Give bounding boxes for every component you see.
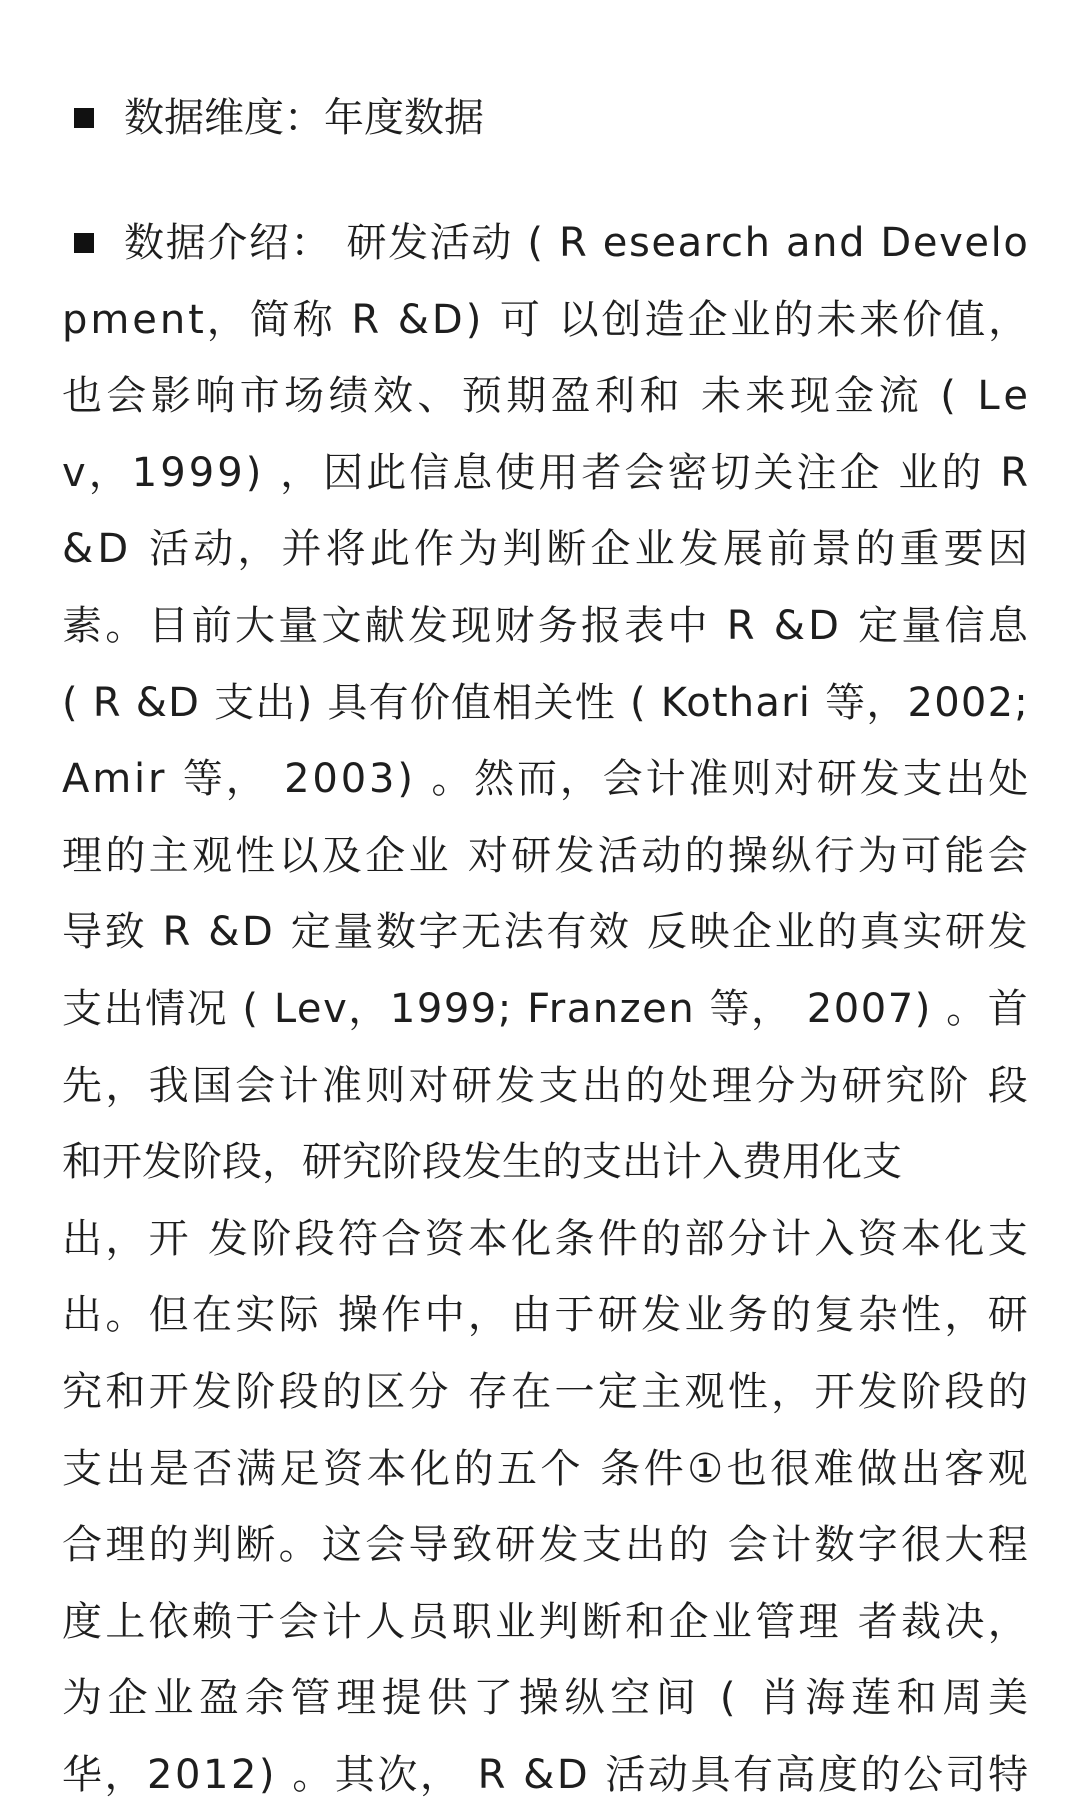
paragraph-line-text: 度上依赖于会计人员职业判断和企业管理 者裁决， bbox=[62, 1598, 1032, 1645]
paragraph-line bbox=[62, 1584, 1032, 1661]
paragraph-line bbox=[62, 511, 1032, 588]
paragraph-line-text: 华，2012) 。其次， R &D 活动具有高度的公司特 bbox=[62, 1751, 1031, 1798]
paragraph-line-text: 出。但在实际 操作中，由于研发业务的复杂性，研 bbox=[62, 1292, 1032, 1339]
paragraph-line-text: 支出是否满足资本化的五个 条件①也很难做出客观 bbox=[62, 1445, 1032, 1492]
paragraph-line bbox=[62, 282, 1032, 359]
paragraph-line-text: pment，简称 R &D) 可 以创造企业的未来价值， bbox=[62, 296, 1032, 343]
paragraph-line-text: 和开发阶段，研究阶段发生的支出计入费用化支 bbox=[62, 1139, 902, 1186]
paragraph-line-text: Amir 等， 2003) 。然而，会计准则对研发支出处 bbox=[62, 756, 1032, 803]
paragraph-line-text: 为企业盈余管理提供了操纵空间 ( 肖海莲和周美 bbox=[62, 1675, 1034, 1722]
paragraph-line bbox=[62, 971, 1028, 1048]
paragraph-line-text: 先，我国会计准则对研发支出的处理分为研究阶 段 bbox=[62, 1062, 1032, 1109]
paragraph-line-text: 理的主观性以及企业 对研发活动的操纵行为可能会 bbox=[62, 832, 1032, 879]
paragraph-line bbox=[62, 1660, 1034, 1737]
paragraph-line bbox=[62, 205, 1028, 282]
paragraph-line-text: 也会影响市场绩效、预期盈利和 未来现金流 ( Le bbox=[62, 373, 1033, 420]
paragraph-line bbox=[62, 665, 1028, 742]
paragraph-line bbox=[62, 435, 1032, 512]
paragraph-line bbox=[62, 1431, 1032, 1508]
paragraph-line-text: 出，开 发阶段符合资本化条件的部分计入资本化支 bbox=[62, 1215, 1032, 1262]
paragraph-line bbox=[62, 358, 1033, 435]
paragraph-line-text: 素。目前大量文献发现财务报表中 R &D 定量信息 bbox=[62, 602, 1032, 649]
square-bullet-icon bbox=[74, 233, 94, 253]
data-dimension-text: 数据维度：年度数据 bbox=[124, 95, 484, 141]
paragraph-line-text: 数据介绍： 研发活动 ( R esearch and Develo bbox=[124, 220, 1030, 266]
paragraph-line bbox=[62, 1201, 1032, 1278]
paragraph-line-text: ( R &D 支出) 具有价值相关性 ( Kothari 等，2002; bbox=[62, 679, 1029, 726]
paragraph-line bbox=[62, 818, 1032, 895]
paragraph-line bbox=[62, 1354, 1032, 1431]
paragraph-line bbox=[62, 1737, 1031, 1813]
paragraph-line-text: v，1999) ，因此信息使用者会密切关注企 业的 R bbox=[62, 449, 1032, 496]
paragraph-line bbox=[62, 1507, 1032, 1584]
paragraph-line-text: 合理的判断。这会导致研发支出的 会计数字很大程 bbox=[62, 1522, 1032, 1569]
data-dimension-item bbox=[74, 82, 484, 154]
paragraph-line bbox=[62, 1277, 1032, 1354]
paragraph-line-text: 导致 R &D 定量数字无法有效 反映企业的真实研发 bbox=[62, 909, 1031, 956]
paragraph-line bbox=[62, 741, 1032, 818]
paragraph-line-text: &D 活动，并将此作为判断企业发展前景的重要因 bbox=[62, 526, 1032, 573]
paragraph-line bbox=[62, 588, 1032, 665]
paragraph-line bbox=[62, 1048, 1032, 1125]
line-lead bbox=[74, 233, 124, 253]
square-bullet-icon bbox=[74, 108, 94, 128]
paragraph-line-text: 支出情况 ( Lev，1999; Franzen 等， 2007) 。首 bbox=[62, 985, 1030, 1032]
paragraph-line bbox=[62, 1124, 1028, 1201]
data-introduction-paragraph bbox=[62, 205, 1034, 1813]
paragraph-line-text: 究和开发阶段的区分 存在一定主观性，开发阶段的 bbox=[62, 1368, 1032, 1415]
paragraph-line bbox=[62, 894, 1031, 971]
